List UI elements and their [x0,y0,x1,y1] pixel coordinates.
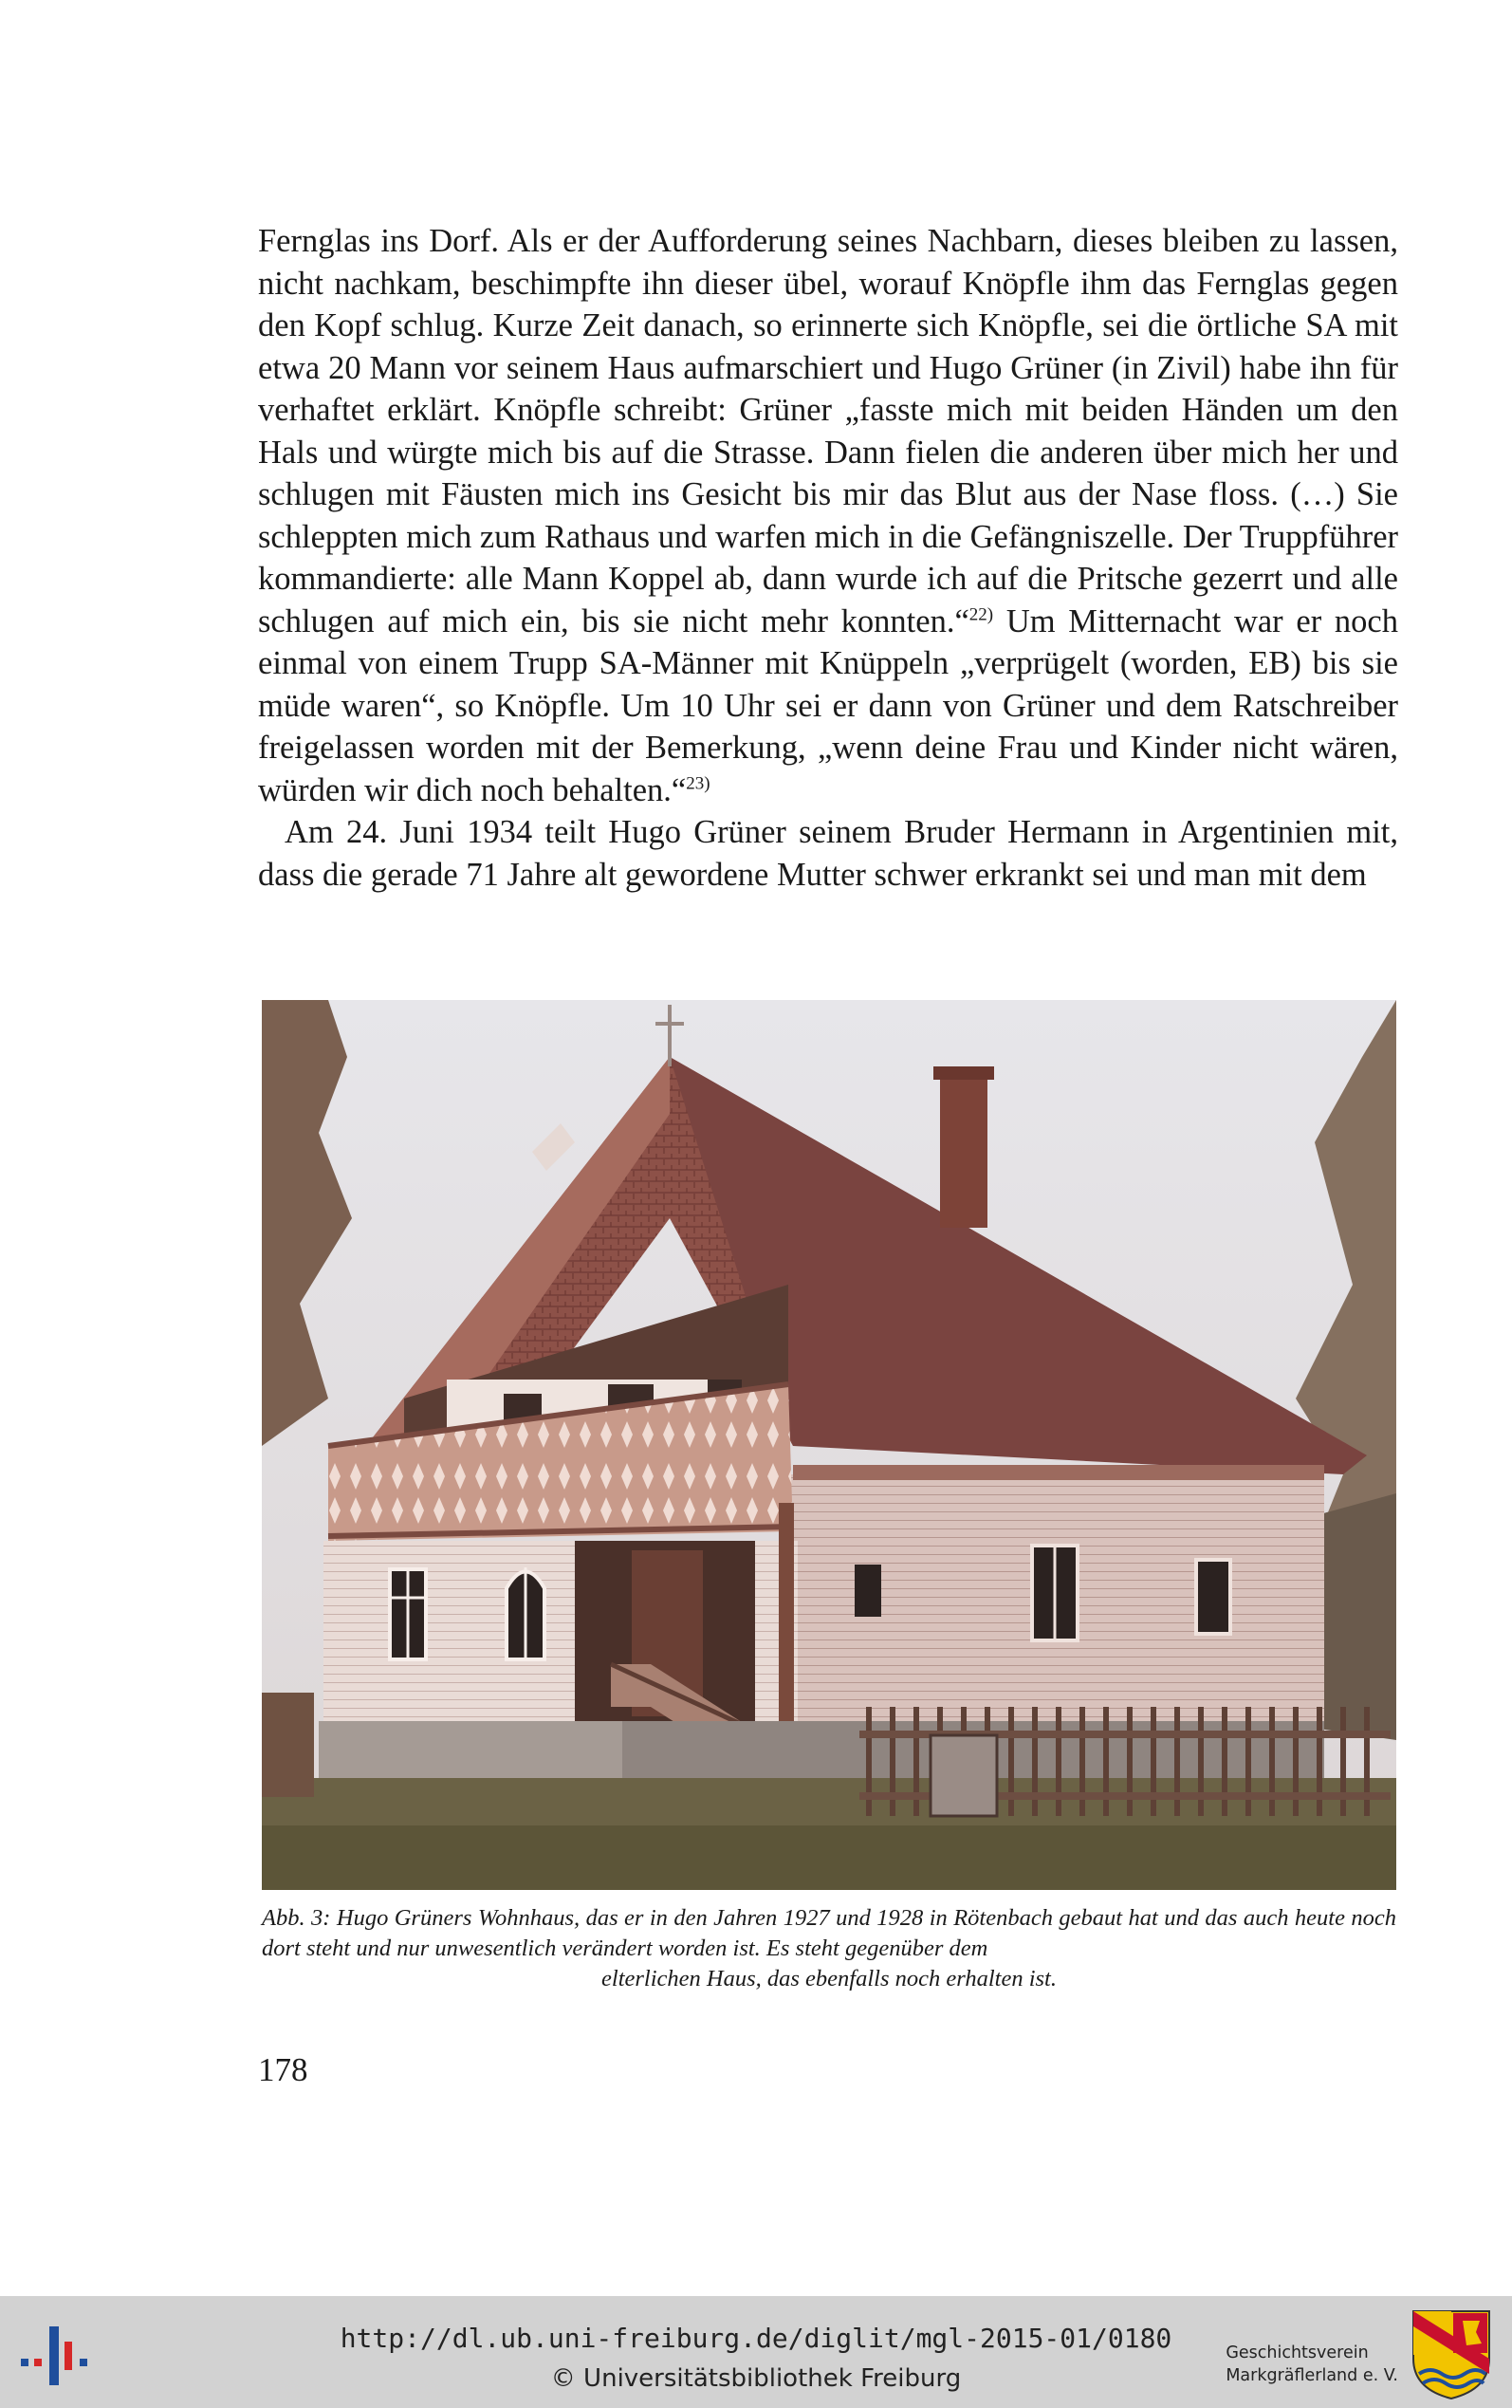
footer-url-link[interactable]: http://dl.ub.uni-freiburg.de/diglit/mgl-2015-01/0180 [340,2323,1172,2354]
caption-text: Hugo Grüners Wohnhaus, das er in den Jahren 1927 und 1928 in Rötenbach gebaut hat und das auch heute noch dort steht und nur unwesentlich verändert worden ist. Es steht gegenüber dem [262,1905,1397,1961]
text-segment: Um Mitternacht war er noch einmal von einem Trupp SA-Männer mit Knüppeln „verprügelt (worden, EB) bis sie müde waren“, so Knöpfle. Um 10 Uhr sei er dann von Grüner und dem Ratschreiber freigelassen worden mit der Bemerkung, „wenn deine Frau und Kinder nicht wären, würden wir dich noch behalten.“ [258,602,1398,808]
body-text [258,220,1398,896]
house-photo [262,1000,1396,1890]
paragraph [258,220,1398,811]
footnote-ref[interactable]: 22) [968,604,994,624]
footer-copyright: © Universitätsbibliothek Freiburg [550,2364,962,2393]
society-name [1226,2342,1398,2387]
society-crest-icon [1410,2307,1493,2400]
society-name-line: Geschichtsverein [1226,2343,1369,2362]
caption-text-last-line: elterlichen Haus, das ebenfalls noch erhalten ist. [601,1966,1057,1991]
page-number: 178 [258,2051,308,2088]
footnote-ref[interactable]: 23) [686,773,710,793]
caption-label: Abb. 3: [262,1905,331,1931]
society-name-line: Markgräflerland e. V. [1226,2366,1398,2385]
text-segment: Fernglas ins Dorf. Als er der Aufforderung seines Nachbarn, dieses bleiben zu lassen, nicht nachkam, beschimpfte ihn dieser übel, worauf Knöpfle ihm das Fernglas gegen den Kopf schlug. Kurze Zeit danach, so erinnerte sich Knöpfle, sei die örtliche SA mit etwa 20 Mann vor seinem Haus aufmarschiert und Hugo Grüner (in Zivil) habe ihn für verhaftet erklärt. Knöpfle schreibt: Grüner „fasste mich mit beiden Händen um den Hals und würgte mich bis auf die Strasse. Dann fielen die anderen über mich her und schlugen mit Fäusten mich ins Gesicht bis mir das Blut aus der Nase floss. (…) Sie schleppten mich zum Rathaus und warfen mich in die Gefängniszelle. Der Truppführer kommandierte: alle Mann Koppel ab, dann wurde ich auf die Pritsche gezerrt und alle schlugen auf mich ein, bis sie nicht mehr konnten.“ [258,223,1398,639]
figure-caption [262,1903,1396,1994]
paragraph: Am 24. Juni 1934 teilt Hugo Grüner seinem Bruder Hermann in Argentinien mit, dass die gerade 71 Jahre alt gewordene Mutter schwer erkrankt sei und man mit dem [258,814,1398,893]
footer-bar [0,2296,1512,2408]
